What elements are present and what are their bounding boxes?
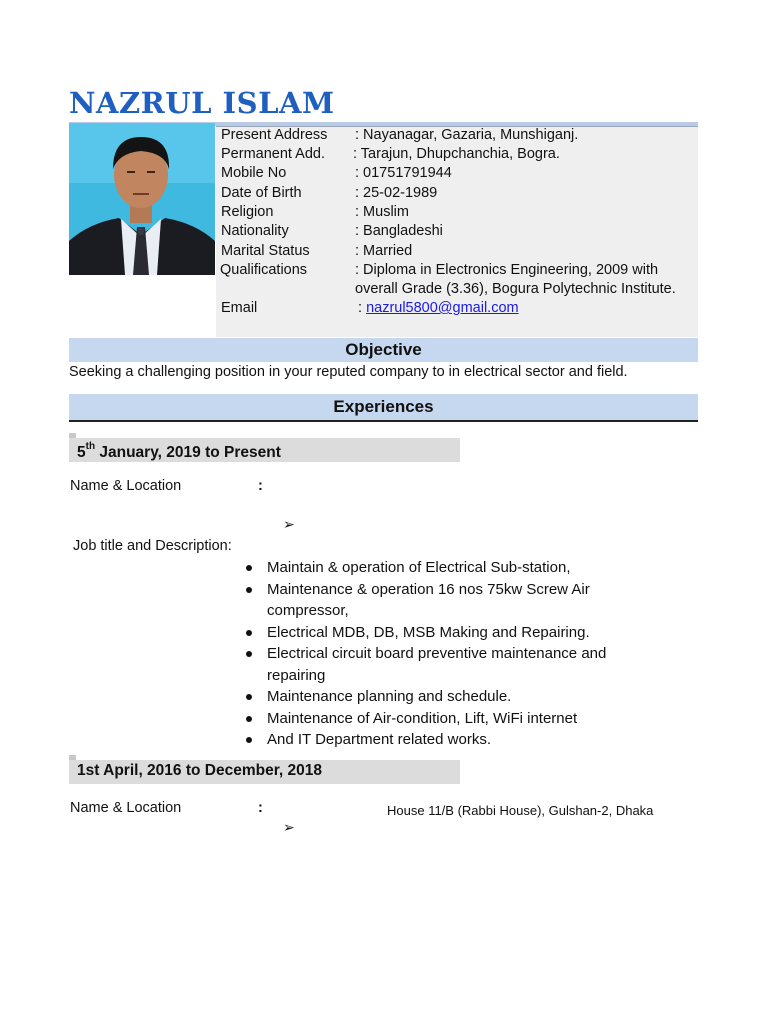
job-1-description-label: Job title and Description: xyxy=(73,538,232,554)
dob-label: Date of Birth xyxy=(221,185,302,201)
job-1-period-suffix: th xyxy=(85,441,96,452)
duty-item: Electrical circuit board preventive maintenance and repairing xyxy=(267,643,667,686)
dob-value: : 25-02-1989 xyxy=(355,185,438,201)
qualifications-label: Qualifications xyxy=(220,262,308,278)
job-2-name-location-sep: : xyxy=(258,800,263,816)
mobile-value: : 01751791944 xyxy=(355,165,452,181)
profile-photo xyxy=(69,123,215,275)
candidate-name: NAZRUL ISLAM xyxy=(69,86,335,120)
email-label: Email xyxy=(221,300,258,316)
email-colon: : xyxy=(358,300,363,316)
present-address-label: Present Address xyxy=(221,127,328,143)
objective-text: Seeking a challenging position in your reputed company to in electrical sector and field. xyxy=(69,364,628,380)
objective-heading: Objective xyxy=(69,338,698,362)
experiences-heading: Experiences xyxy=(69,394,698,422)
nationality-value: : Bangladeshi xyxy=(355,223,443,239)
religion-value: : Muslim xyxy=(355,204,409,220)
job-1-period-rest: January, 2019 to Present xyxy=(95,444,281,461)
permanent-address-label: Permanent Add. xyxy=(221,146,325,162)
permanent-address-value: : Tarajun, Dhupchanchia, Bogra. xyxy=(353,146,560,162)
duty-item: Maintenance planning and schedule. xyxy=(267,686,667,708)
job-1-name-location-label: Name & Location xyxy=(70,478,182,494)
job-2-name-location-value: House 11/B (Rabbi House), Gulshan-2, Dhaka xyxy=(387,803,654,818)
nationality-label: Nationality xyxy=(221,223,289,239)
religion-label: Religion xyxy=(221,204,274,220)
arrow-bullet-icon: ➢ xyxy=(283,516,295,532)
email-link[interactable]: nazrul5800@gmail.com xyxy=(366,300,519,316)
job-1-period xyxy=(77,441,281,462)
duty-item: Maintenance & operation 16 nos 75kw Screw Air compressor, xyxy=(267,579,667,622)
qualifications-value: : Diploma in Electronics Engineering, 2009 with xyxy=(355,262,659,278)
duty-item: Maintain & operation of Electrical Sub-station, xyxy=(267,557,667,579)
job-1-duties-list xyxy=(267,557,667,751)
present-address-value: : Nayanagar, Gazaria, Munshiganj. xyxy=(355,127,579,143)
marital-status-value: : Married xyxy=(355,243,413,259)
job-2-name-location-label: Name & Location xyxy=(70,800,182,816)
duty-item: Maintenance of Air-condition, Lift, WiFi internet xyxy=(267,708,667,730)
mobile-label: Mobile No xyxy=(221,165,287,181)
duty-item: Electrical MDB, DB, MSB Making and Repairing. xyxy=(267,622,667,644)
email-value xyxy=(358,299,519,318)
job-2-period: 1st April, 2016 to December, 2018 xyxy=(77,762,322,779)
qualifications-value-line2: overall Grade (3.36), Bogura Polytechnic Institute. xyxy=(355,281,676,297)
arrow-bullet-icon: ➢ xyxy=(283,819,295,835)
duty-item: And IT Department related works. xyxy=(267,729,667,751)
marital-status-label: Marital Status xyxy=(221,243,310,259)
job-1-period-day: 5 xyxy=(77,444,86,461)
job-1-name-location-sep: : xyxy=(258,478,263,494)
